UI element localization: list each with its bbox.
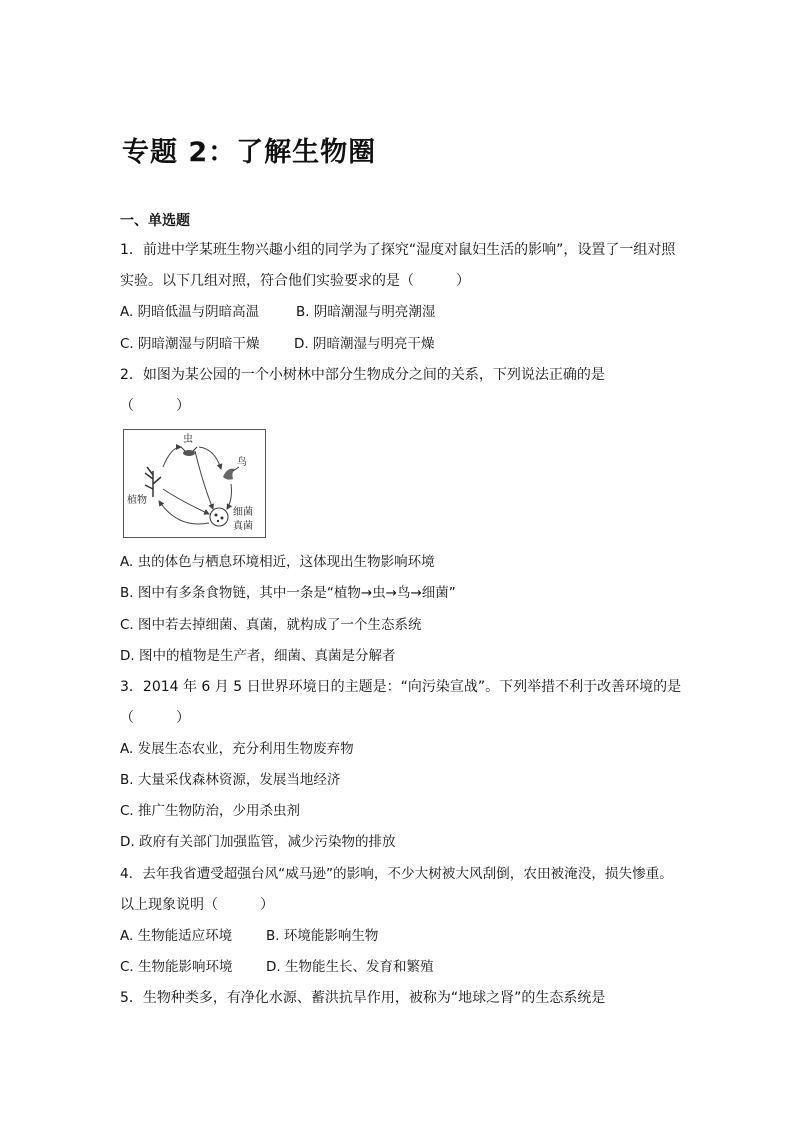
label-plant: 植物: [127, 495, 147, 506]
label-bird: 鸟: [237, 457, 247, 468]
question-3-line-1: 3．2014 年 6 月 5 日世界环境日的主题是：“向污染宣战”。下列举措不利于改善环境的是: [120, 679, 682, 695]
label-insect: 虫: [183, 434, 193, 445]
question-2-line-1: 2．如图为某公园的一个小树林中部分生物成分之间的关系，下列说法正确的是: [120, 367, 605, 383]
question-4-option-b: B. 环境能影响生物: [266, 928, 379, 944]
question-2-option-a: A. 虫的体色与栖息环境相近，这体现出生物影响环境: [120, 554, 435, 570]
question-4-option-a: A. 生物能适应环境: [120, 928, 233, 944]
label-bacteria: 细菌: [233, 507, 253, 518]
question-2-line-2: （ ）: [120, 398, 190, 414]
question-1-line-2: 实验。以下几组对照，符合他们实验要求的是（ ）: [120, 273, 470, 289]
question-3-option-a: A. 发展生态农业，充分利用生物废弃物: [120, 741, 354, 757]
question-2-option-c: C. 图中若去掉细菌、真菌，就构成了一个生态系统: [120, 617, 422, 633]
question-2-option-b: B. 图中有多条食物链，其中一条是“植物→虫→鸟→细菌”: [120, 585, 456, 601]
question-3-option-d: D. 政府有关部门加强监管，减少污染物的排放: [120, 834, 396, 850]
question-4-option-d: D. 生物能生长、发育和繁殖: [266, 959, 434, 975]
question-1-option-b: B. 阴暗潮湿与明亮潮湿: [296, 304, 436, 320]
question-1-line-1: 1．前进中学某班生物兴趣小组的同学为了探究“湿度对鼠妇生活的影响”，设置了一组对照: [120, 242, 676, 258]
question-4-option-c: C. 生物能影响环境: [120, 959, 233, 975]
question-1-option-a: A. 阴暗低温与阴暗高温: [120, 304, 260, 320]
page-title: 专题 2：了解生物圈: [122, 137, 377, 168]
question-1-option-d: D. 阴暗潮湿与明亮干燥: [294, 336, 435, 352]
question-3-option-c: C. 推广生物防治，少用杀虫剂: [120, 803, 301, 819]
question-4-line-1: 4．去年我省遭受超强台风“威马逊”的影响，不少大树被大风刮倒，农田被淹没，损失惨重。: [120, 866, 673, 882]
section-heading: 一、单选题: [120, 213, 190, 229]
question-3-line-2: （ ）: [120, 710, 190, 726]
question-5-line-1: 5．生物种类多，有净化水源、蓄洪抗旱作用，被称为“地球之肾”的生态系统是: [120, 990, 606, 1006]
ecosystem-diagram: [123, 429, 266, 538]
question-1-option-c: C. 阴暗潮湿与阴暗干燥: [120, 336, 260, 352]
question-3-option-b: B. 大量采伐森林资源，发展当地经济: [120, 772, 341, 788]
label-fungi: 真菌: [233, 521, 253, 532]
question-4-line-2: 以上现象说明（ ）: [120, 897, 274, 913]
question-2-option-d: D. 图中的植物是生产者，细菌、真菌是分解者: [120, 648, 396, 664]
